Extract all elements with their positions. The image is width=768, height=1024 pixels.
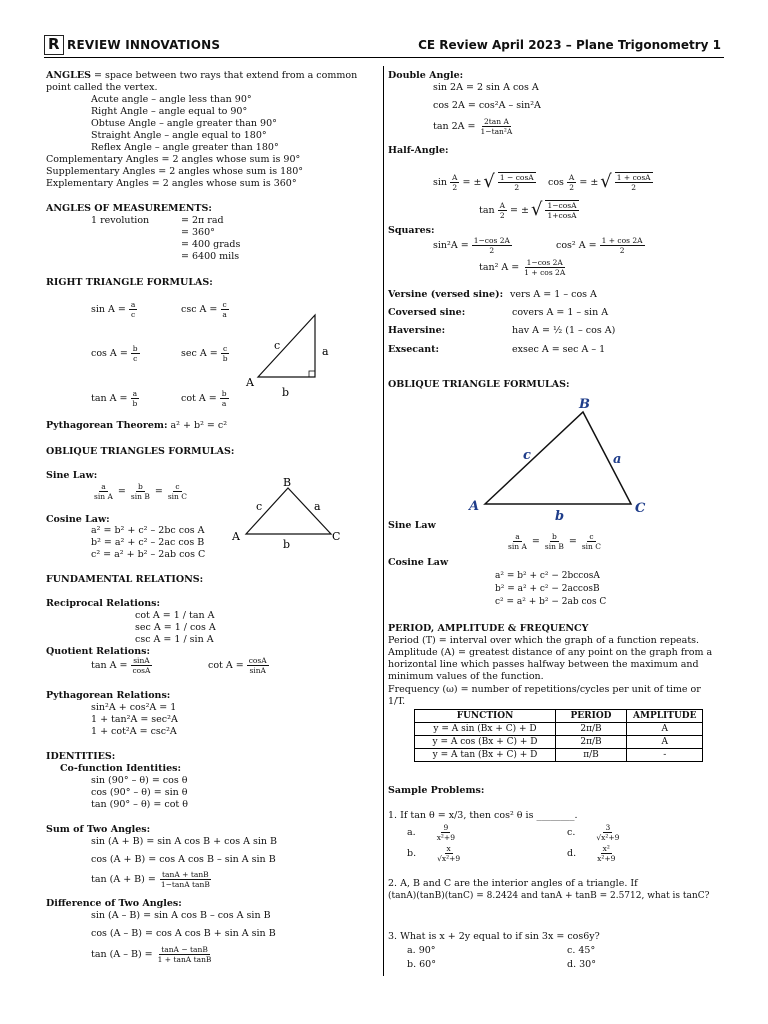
difference-heading: Difference of Two Angles:	[46, 898, 182, 909]
cosine-law-right-3: c² = a² + b² − 2ab cos C	[495, 597, 607, 607]
cosine-law-right-2: b² = a² + c² − 2accosB	[495, 584, 600, 594]
amplitude-definition-3: minimum values of the function.	[388, 671, 544, 682]
fig-large-B: B	[579, 397, 590, 412]
problem-2-line-1: 2. A, B and C are the interior angles of a triangle. If	[388, 878, 638, 889]
revolution-label: 1 revolution	[91, 215, 150, 226]
half-sin: sin $\frac{A}{2}$ = ± √ 1 − cosA 2	[433, 171, 534, 192]
sec-ratio: sec A = $\frac{c}{b}$	[181, 344, 228, 363]
reciprocal-1: cot A = 1 / tan A	[135, 610, 215, 621]
table-header: PERIOD	[556, 710, 627, 723]
table-cell: y = A tan (Bx + C) + D	[415, 749, 556, 762]
quotient-tan: tan A = $\frac{\sin A}{\cos A}$	[91, 656, 151, 675]
acute-angle: Acute angle – angle less than 90°	[91, 94, 252, 105]
sqrt-icon: √	[483, 171, 495, 192]
sum-tan: tan (A + B) = $\frac{\tan A + \tan B}{\text{1−tanA tanB}}$	[91, 870, 210, 889]
fig-small-c: c	[256, 500, 263, 513]
reciprocal-heading: Reciprocal Relations:	[46, 598, 160, 609]
identities-heading: IDENTITIES:	[46, 751, 116, 762]
squares-sin: sin²A = $\frac{1-\cos 2A}{2}$	[433, 236, 510, 255]
table-cell: y = A sin (Bx + C) + D	[415, 723, 556, 736]
pythagorean-2: 1 + tan²A = sec²A	[91, 714, 178, 725]
amplitude-definition-1: Amplitude (A) = greatest distance of any point on the graph from a	[388, 647, 713, 658]
fig-small-C: C	[332, 530, 341, 543]
cosine-law-left-1: a² = b² + c² – 2bc cos A	[91, 525, 205, 536]
right-triangle-figure	[240, 305, 340, 400]
table-cell: π/B	[556, 749, 627, 762]
fig-small-A: A	[232, 530, 240, 543]
table-cell: 2π/B	[556, 736, 627, 749]
sample-problems-heading: Sample Problems:	[388, 785, 485, 796]
pythagorean-theorem: Pythagorean Theorem: a² + b² = c²	[46, 420, 228, 431]
right-triangle-shape	[258, 315, 315, 377]
table-cell: y = A cos (Bx + C) + D	[415, 736, 556, 749]
frequency-definition-2: 1/T.	[388, 696, 406, 707]
oblique-right-heading: OBLIQUE TRIANGLE FORMULAS:	[388, 379, 570, 390]
oblique-triangle-small	[228, 474, 348, 552]
quotient-cot: cot A = $\frac{\cos A}{\sin A}$	[208, 656, 267, 675]
half-angle-heading: Half-Angle:	[388, 145, 449, 156]
fig-label-A: A	[246, 376, 254, 389]
pythagorean-1: sin²A + cos²A = 1	[91, 702, 177, 713]
pythagorean-3: 1 + cot²A = csc²A	[91, 726, 177, 737]
table-row	[415, 749, 703, 762]
frequency-definition-1: Frequency (ω) = number of repetitions/cycles per unit of time or	[388, 684, 701, 695]
double-angle-heading: Double Angle:	[388, 70, 464, 81]
amplitude-definition-2: horizontal line which passes halfway between the maximum and	[388, 659, 699, 670]
double-sin: sin 2A = 2 sin A cos A	[433, 82, 539, 93]
table-row	[415, 723, 703, 736]
problem-3-choice-d: d. 30°	[567, 959, 596, 970]
cofunction-2: cos (90° – θ) = sin θ	[91, 787, 188, 798]
cofunction-heading: Co-function Identities:	[60, 763, 182, 774]
fig-small-a: a	[314, 500, 321, 513]
table-cell: A	[627, 723, 703, 736]
angles-term: ANGLES	[46, 70, 91, 81]
angles-def-text: = space between two rays that extend from a common	[90, 70, 358, 81]
measurements-heading: ANGLES OF MEASUREMENTS:	[46, 203, 212, 214]
right-angle-marker	[309, 371, 315, 377]
fundamental-heading: FUNDAMENTAL RELATIONS:	[46, 574, 204, 585]
revolution-grads: = 400 grads	[181, 239, 241, 250]
obtuse-angle: Obtuse Angle – angle greater than 90°	[91, 118, 277, 129]
explementary-angles: Explementary Angles = 2 angles whose sum is 360°	[46, 178, 297, 189]
cofunction-3: tan (90° – θ) = cot θ	[91, 799, 188, 810]
problem-3: 3. What is x + 2y equal to if sin 3x = cos6y?	[388, 931, 600, 942]
coversed-eq: covers A = 1 – sin A	[512, 307, 609, 318]
problem-2-line-2: (tanA)(tanB)(tanC) = 8.2424 and tanA + tanB = 2.5712, what is tanC?	[388, 891, 710, 901]
fig-large-b: b	[555, 509, 565, 522]
reciprocal-2: sec A = 1 / cos A	[135, 622, 216, 633]
brand-name: REVIEW INNOVATIONS	[67, 38, 221, 52]
revolution-mils: = 6400 mils	[181, 251, 240, 262]
fig-label-a: a	[322, 345, 329, 358]
cot-ratio: cot A = $\frac{b}{a}$	[181, 389, 227, 408]
table-header: FUNCTION	[415, 710, 556, 723]
problem-3-choice-a: a. 90°	[407, 945, 436, 956]
fig-large-A: A	[469, 499, 480, 514]
reflex-angle: Reflex Angle – angle greater than 180°	[91, 142, 279, 153]
table-cell: 2π/B	[556, 723, 627, 736]
reciprocal-3: csc A = 1 / sin A	[135, 634, 214, 645]
sum-sin: sin (A + B) = sin A cos B + cos A sin B	[91, 836, 278, 847]
cosine-law-right-1: a² = b² + c² − 2bccosA	[495, 571, 600, 581]
straight-angle: Straight Angle – angle equal to 180°	[91, 130, 267, 141]
fig-small-B: B	[283, 476, 292, 489]
exsecant-label: Exsecant:	[388, 344, 440, 355]
revolution-deg: = 360°	[181, 227, 215, 238]
sine-law-right: $\frac{a}{\text{sin A}}$ = $\frac{b}{\text{sin B}}$ = $\frac{c}{\text{sin C}}$	[508, 532, 602, 551]
problem-3-choice-c: c. 45°	[567, 945, 596, 956]
coversed-label: Coversed sine:	[388, 307, 466, 318]
right-angle: Right Angle – angle equal to 90°	[91, 106, 248, 117]
cos-ratio: cos A = $\frac{b}{c}$	[91, 344, 138, 363]
cofunction-1: sin (90° – θ) = cos θ	[91, 775, 188, 786]
tan-ratio: tan A = $\frac{a}{b}$	[91, 389, 138, 408]
sum-heading: Sum of Two Angles:	[46, 824, 151, 835]
squares-tan: tan² A = $\frac{1-\cos 2A}{1 + \cos 2A}$	[479, 258, 566, 277]
difference-tan: tan (A – B) = $\frac{\tan A - \tan B}{\text{1 + tanA tanB}}$	[91, 945, 212, 964]
sine-law-label-left: Sine Law:	[46, 470, 98, 481]
table-row	[415, 736, 703, 749]
difference-cos: cos (A – B) = cos A cos B + sin A sin B	[91, 928, 276, 939]
cosine-law-label-right: Cosine Law	[388, 557, 449, 568]
table-header-row	[415, 710, 703, 723]
period-definition: Period (T) = interval over which the graph of a function repeats.	[388, 635, 700, 646]
sine-law-left: $\frac{a}{\text{sin A}}$ = $\frac{b}{\text{sin B}}$ = $\frac{c}{\text{sin C}}$	[94, 482, 188, 501]
quotient-heading: Quotient Relations:	[46, 646, 150, 657]
angles-definition-2: point called the vertex.	[46, 82, 158, 93]
period-heading: PERIOD, AMPLITUDE & FREQUENCY	[388, 623, 589, 634]
csc-ratio: csc A = $\frac{c}{a}$	[181, 300, 227, 319]
half-cos: cos $\frac{A}{2}$ = ± √ 1 + cosA 2	[548, 171, 651, 192]
double-cos: cos 2A = cos²A – sin²A	[433, 100, 541, 111]
header-rule	[44, 57, 724, 58]
document-title	[418, 38, 721, 52]
pythagorean-heading: Pythagorean Relations:	[46, 690, 171, 701]
oblique-triangle-large-shape	[485, 412, 631, 504]
fig-label-b: b	[282, 386, 290, 399]
header-brand	[44, 35, 220, 55]
angles-definition-1	[46, 70, 357, 82]
logo	[44, 35, 64, 55]
squares-heading: Squares:	[388, 225, 435, 236]
supplementary-angles: Supplementary Angles = 2 angles whose sum is 180°	[46, 166, 304, 177]
sqrt-icon: √	[530, 199, 543, 220]
double-tan: tan 2A = $\frac{\text{2tan A}}{\text{1−tan²A}}$	[433, 117, 513, 136]
problem-1-choice-d: d. x² x²+9	[567, 844, 616, 863]
fig-label-c: c	[274, 339, 281, 352]
oblique-left-heading: OBLIQUE TRIANGLES FORMULAS:	[46, 446, 235, 457]
column-divider	[383, 66, 384, 976]
difference-sin: sin (A – B) = sin A cos B – cos A sin B	[91, 910, 271, 921]
problem-1-choice-c: c. 3 √x²+9	[567, 823, 620, 842]
table-cell: A	[627, 736, 703, 749]
problem-1-choice-a: a. 9 x²+9	[407, 823, 455, 842]
sin-ratio: sin A = $\frac{a}{c}$	[91, 300, 136, 319]
problem-1-choice-b: b. x √x²+9	[407, 844, 461, 863]
right-triangle-heading: RIGHT TRIANGLE FORMULAS:	[46, 277, 213, 288]
oblique-triangle-large	[455, 392, 655, 522]
exsecant-eq: exsec A = sec A – 1	[512, 344, 606, 355]
fig-large-a: a	[613, 452, 622, 467]
versine-label: Versine (versed sine):	[388, 289, 504, 300]
problem-1: 1. If tan θ = x/3, then cos² θ is ________.	[388, 810, 578, 821]
versine-eq: vers A = 1 – cos A	[510, 289, 597, 300]
table-header: AMPLITUDE	[627, 710, 703, 723]
title-rest: – Plane Trigonometry 1	[561, 38, 721, 52]
logo-letter: R	[48, 35, 60, 53]
sqrt-icon: √	[600, 171, 612, 192]
squares-cos: cos² A = $\frac{1 + \cos 2A}{2}$	[556, 236, 643, 255]
fig-large-c: c	[523, 448, 531, 463]
period-amplitude-table	[414, 709, 703, 762]
half-tan: tan $\frac{A}{2}$ = ± √ 1−cosA 1+cosA	[479, 199, 577, 220]
haversine-eq: hav A = ½ (1 – cos A)	[512, 325, 616, 336]
cosine-law-label-left: Cosine Law:	[46, 514, 110, 525]
table-cell: -	[627, 749, 703, 762]
cosine-law-left-2: b² = a² + c² – 2ac cos B	[91, 537, 205, 548]
complementary-angles: Complementary Angles = 2 angles whose sum is 90°	[46, 154, 301, 165]
fig-small-b: b	[283, 538, 291, 551]
cosine-law-left-3: c² = a² + b² – 2ab cos C	[91, 549, 206, 560]
sine-law-label-right: Sine Law	[388, 520, 436, 531]
revolution-rad: = 2π rad	[181, 215, 224, 226]
sum-cos: cos (A + B) = cos A cos B – sin A sin B	[91, 854, 276, 865]
fig-large-C: C	[635, 501, 646, 516]
haversine-label: Haversine:	[388, 325, 446, 336]
problem-3-choice-b: b. 60°	[407, 959, 436, 970]
title-bold: CE Review April 2023	[418, 38, 562, 52]
